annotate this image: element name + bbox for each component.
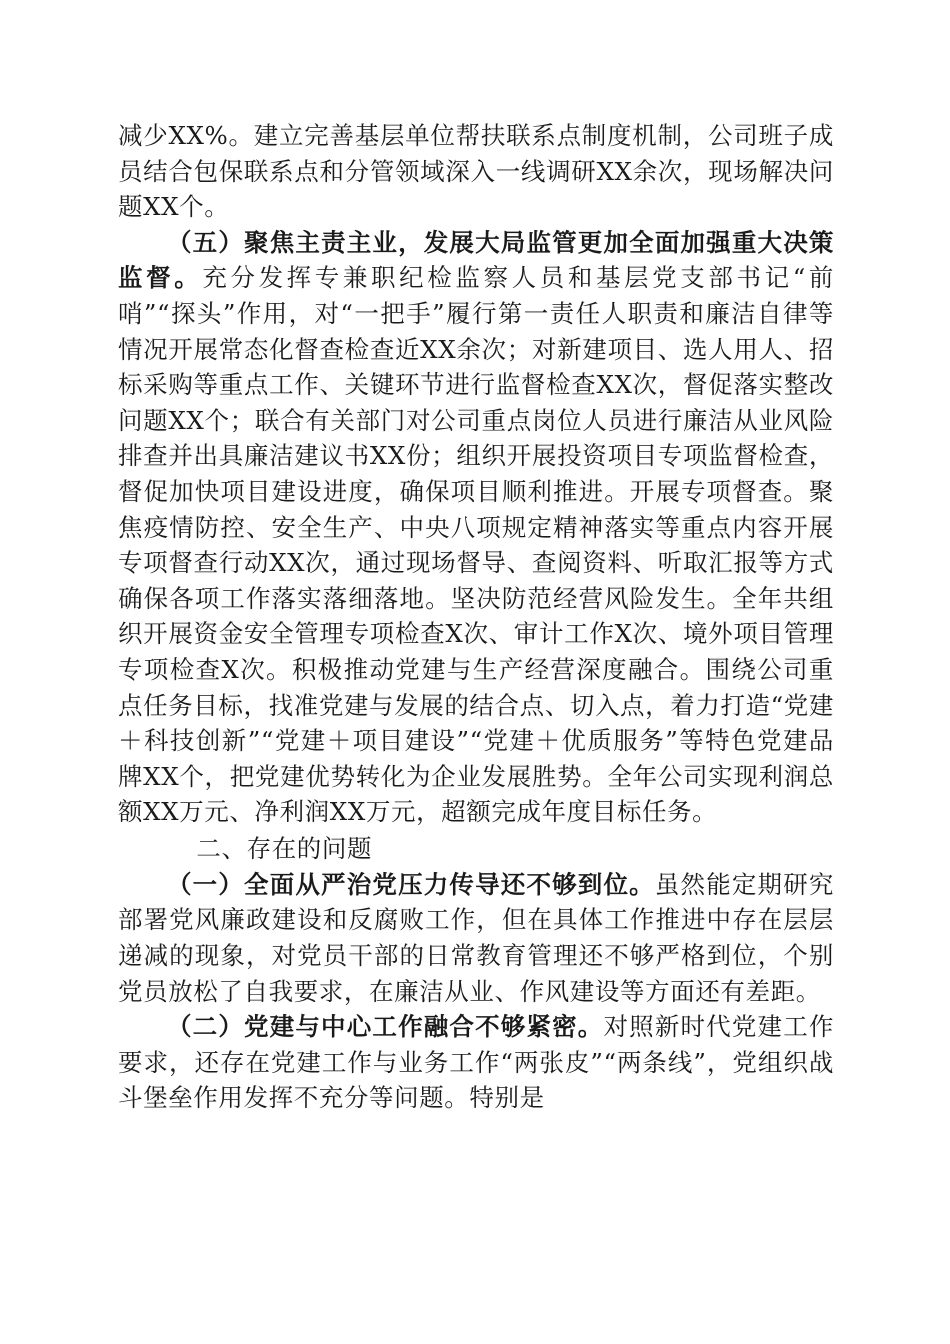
paragraph-body: 虽然能定期研究部署党风廉政建设和反腐败工作，但在具体工作推进中存在层层递减的现象，对党员干部的日常教育管理还不够严格到位，个别党员放松了自我要求，在廉洁从业、作风建设等方面还有差距。 [118, 869, 834, 1006]
paragraph-issue-one [118, 867, 834, 1009]
paragraph-continuation [118, 118, 834, 225]
paragraph-section-five [118, 225, 834, 830]
paragraph-lead: （一）全面从严治党压力传导还不够到位。 [167, 869, 655, 899]
paragraph-lead: （二）党建与中心工作融合不够紧密。 [167, 1012, 604, 1042]
paragraph-body: 减少XX%。建立完善基层单位帮扶联系点制度机制，公司班子成员结合包保联系点和分管领域深入一线调研XX余次，现场解决问题XX个。 [118, 121, 834, 222]
paragraph-issue-two [118, 1009, 834, 1116]
section-heading: 二、存在的问题 [196, 833, 373, 863]
document-page [118, 118, 834, 1116]
paragraph-body: 对照新时代党建工作要求，还存在党建工作与业务工作“两张皮”“两条线”，党组织战斗堡垒作用发挥不充分等问题。特别是 [118, 1012, 834, 1113]
paragraph-body: 充分发挥专兼职纪检监察人员和基层党支部书记“前哨”“探头”作用，对“一把手”履行第一责任人职责和廉洁自律等情况开展常态化督查检查近XX余次；对新建项目、选人用人、招标采购等重点工作、关键环节进行监督检查XX次，督促落实整改问题XX个；联合有关部门对公司重点岗位人员进行廉洁从业风险排查并出具廉洁建议书XX份；组织开展投资项目专项监督检查，督促加快项目建设进度，确保项目顺利推进。开展专项督查。聚焦疫情防控、安全生产、中央八项规定精神落实等重点内容开展专项督查行动XX次，通过现场督导、查阅资料、听取汇报等方式确保各项工作落实落细落地。坚决防范经营风险发生。全年共组织开展资金安全管理专项检查X次、审计工作X次、境外项目管理专项检查X次。积极推动党建与生产经营深度融合。围绕公司重点任务目标，找准党建与发展的结合点、切入点，着力打造“党建＋科技创新”“党建＋项目建设”“党建＋优质服务”等特色党建品牌XX个，把党建优势转化为企业发展胜势。全年公司实现利润总额XX万元、净利润XX万元，超额完成年度目标任务。 [118, 263, 834, 827]
paragraph-lead: （五）聚焦主责主业，发展大局监管更加全面加强重大决策监督。 [118, 227, 834, 293]
